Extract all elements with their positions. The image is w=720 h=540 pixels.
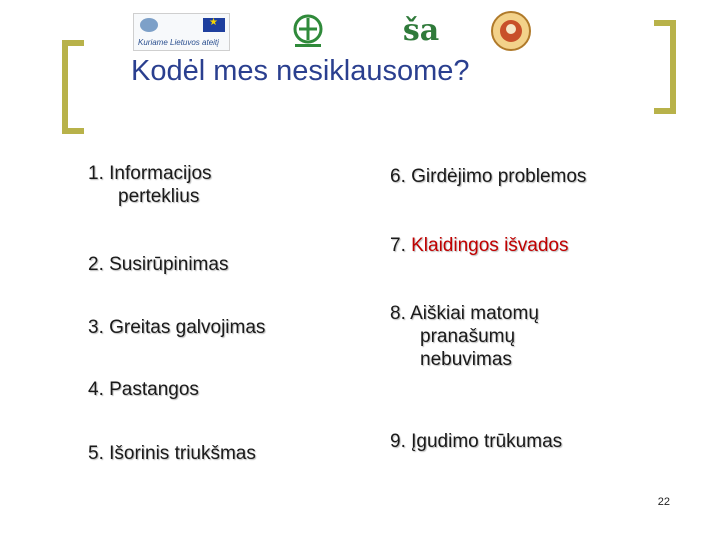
- reason-number: 9.: [390, 431, 412, 452]
- reason-text: Informacijos: [109, 163, 212, 184]
- reason-continuation-line: [390, 325, 539, 348]
- reason-line: [88, 316, 265, 339]
- slide-title: Kodėl mes nesiklausome?: [131, 55, 470, 87]
- eu-flag-icon: [203, 18, 225, 32]
- reason-continuation-line: [390, 348, 539, 371]
- reason-number: 5.: [88, 443, 110, 464]
- reason-line: [390, 430, 562, 453]
- ministry-emblem-icon: [140, 18, 158, 32]
- reason-item: [88, 378, 199, 401]
- reason-line: [88, 442, 256, 465]
- reason-number: 4.: [88, 379, 110, 400]
- reason-text: Išorinis triukšmas: [109, 443, 256, 464]
- reason-number: 8.: [390, 303, 411, 324]
- eu-funding-logo: [133, 13, 230, 51]
- logo-strip: [0, 8, 720, 54]
- reason-line: [390, 165, 586, 188]
- reason-item: [390, 430, 562, 453]
- reason-text: nebuvimas: [420, 349, 512, 370]
- eu-caption: Kuriame Lietuvos ateitį: [138, 38, 219, 47]
- reason-item: [88, 316, 265, 339]
- reason-text: Pastangos: [109, 379, 199, 400]
- reason-text: Greitas galvojimas: [109, 317, 266, 338]
- sa-logo: ša: [402, 13, 440, 48]
- green-emblem-logo: [287, 13, 329, 49]
- reason-number: 2.: [88, 254, 110, 275]
- reason-text: Aiškiai matomų: [410, 303, 539, 324]
- reason-number: 1.: [88, 163, 110, 184]
- reason-item: [390, 234, 569, 257]
- reason-line: [88, 253, 228, 276]
- left-bracket-decoration: [62, 40, 84, 134]
- reason-item: [88, 442, 256, 465]
- reason-text: Girdėjimo problemos: [411, 166, 587, 187]
- reason-line: [88, 162, 212, 185]
- reason-text: Įgudimo trūkumas: [411, 431, 563, 452]
- reason-text: Susirūpinimas: [109, 254, 229, 275]
- page-number: 22: [657, 496, 670, 508]
- reason-item: [88, 162, 212, 208]
- reason-number: 7.: [390, 235, 412, 256]
- reason-line: [390, 234, 569, 257]
- reason-text: pranašumų: [420, 326, 516, 347]
- reason-line: [88, 378, 199, 401]
- round-seal-logo: [490, 10, 532, 52]
- reason-item: [88, 253, 228, 276]
- reason-item: [390, 302, 539, 371]
- reason-number: 6.: [390, 166, 412, 187]
- reason-number: 3.: [88, 317, 110, 338]
- reason-continuation-line: [88, 185, 212, 208]
- reason-line: [390, 302, 539, 325]
- right-bracket-decoration: [654, 20, 676, 114]
- reason-item: [390, 165, 586, 188]
- reason-text: Klaidingos išvados: [411, 235, 569, 256]
- reason-text: perteklius: [118, 186, 200, 207]
